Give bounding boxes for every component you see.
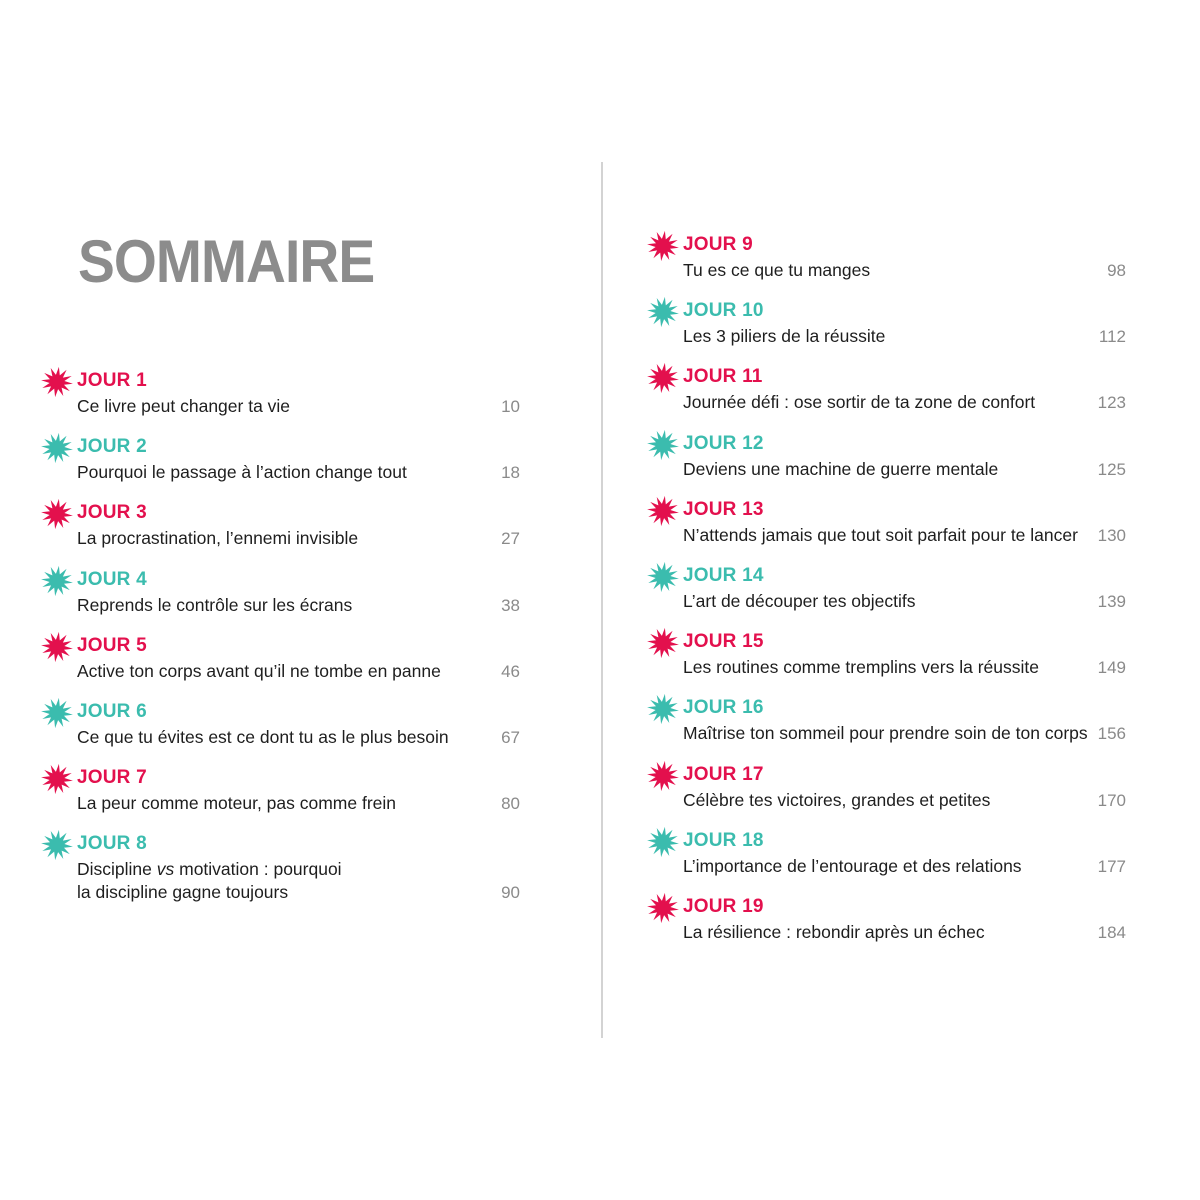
chapter-title-line: Les routines comme tremplins vers la réussite bbox=[683, 657, 1039, 678]
toc-column-right bbox=[646, 230, 1126, 958]
page-number: 10 bbox=[501, 397, 520, 416]
page-number: 177 bbox=[1097, 856, 1126, 876]
chapter-title bbox=[683, 325, 1083, 348]
chapter-title-line: Maîtrise ton sommeil pour prendre soin de ton corps bbox=[683, 723, 1088, 744]
chapter-title bbox=[77, 858, 477, 904]
star-burst-icon bbox=[646, 561, 680, 593]
star-burst-icon bbox=[40, 366, 74, 398]
star-burst-icon bbox=[646, 760, 680, 792]
day-label: JOUR 3 bbox=[77, 502, 147, 524]
toc-entry bbox=[646, 495, 1126, 561]
day-label: JOUR 4 bbox=[77, 568, 147, 590]
chapter-title-line: Journée défi : ose sortir de ta zone de confort bbox=[683, 392, 1036, 413]
toc-entry bbox=[646, 561, 1126, 627]
chapter-title bbox=[77, 594, 477, 617]
day-label: JOUR 5 bbox=[77, 634, 147, 656]
chapter-title-run: motivation : pourquoi bbox=[174, 859, 342, 880]
star-burst-icon bbox=[40, 498, 74, 530]
chapter-title bbox=[683, 524, 1083, 547]
chapter-title bbox=[683, 259, 1083, 282]
day-label: JOUR 10 bbox=[683, 300, 764, 322]
chapter-title bbox=[77, 527, 477, 550]
page-number: 123 bbox=[1097, 393, 1126, 413]
star-burst-icon bbox=[40, 631, 74, 663]
chapter-title bbox=[683, 722, 1088, 745]
page-number: 170 bbox=[1097, 790, 1126, 810]
toc-entry bbox=[646, 826, 1126, 892]
star-burst-icon bbox=[40, 829, 74, 861]
chapter-title bbox=[683, 458, 1083, 481]
star-burst-icon bbox=[646, 495, 680, 527]
page-number: 139 bbox=[1097, 591, 1126, 611]
chapter-title-line: la discipline gagne toujours bbox=[77, 882, 289, 903]
toc-entry bbox=[646, 362, 1126, 428]
toc-entry bbox=[40, 498, 520, 564]
chapter-title-emphasis: vs bbox=[156, 859, 175, 880]
page-divider bbox=[601, 162, 603, 1038]
toc-entry bbox=[646, 892, 1126, 958]
chapter-title-line: La résilience : rebondir après un échec bbox=[683, 921, 985, 942]
day-label: JOUR 1 bbox=[77, 370, 147, 391]
page-number: 90 bbox=[501, 883, 520, 903]
chapter-title bbox=[683, 656, 1083, 679]
chapter-title bbox=[77, 660, 477, 683]
day-label: JOUR 11 bbox=[683, 366, 763, 388]
star-burst-icon bbox=[40, 763, 74, 795]
page-number: 38 bbox=[501, 595, 520, 615]
chapter-title-run: Discipline bbox=[77, 859, 157, 880]
chapter-title bbox=[683, 789, 1083, 812]
star-burst-icon bbox=[646, 296, 680, 328]
chapter-title-line: Ce que tu évites est ce dont tu as le plus besoin bbox=[77, 726, 449, 747]
day-label: JOUR 19 bbox=[683, 895, 764, 917]
chapter-title-line: L’importance de l’entourage et des relations bbox=[683, 855, 1022, 876]
chapter-title bbox=[77, 395, 477, 418]
toc-entry bbox=[646, 230, 1126, 296]
toc-entry bbox=[646, 429, 1126, 495]
toc-entry bbox=[40, 366, 520, 432]
toc-entry bbox=[646, 693, 1126, 759]
day-label: JOUR 2 bbox=[77, 436, 147, 458]
day-label: JOUR 16 bbox=[683, 697, 764, 719]
chapter-title bbox=[77, 792, 477, 815]
toc-entry bbox=[40, 697, 520, 763]
toc-entry bbox=[40, 763, 520, 829]
day-label: JOUR 15 bbox=[683, 631, 764, 653]
chapter-title-line: Deviens une machine de guerre mentale bbox=[683, 458, 999, 479]
star-burst-icon bbox=[646, 627, 680, 659]
chapter-title bbox=[683, 590, 1083, 613]
toc-entry bbox=[40, 829, 520, 919]
toc-entry bbox=[646, 296, 1126, 362]
toc-entry bbox=[40, 565, 520, 631]
star-burst-icon bbox=[40, 565, 74, 597]
chapter-title bbox=[77, 726, 477, 749]
day-label: JOUR 12 bbox=[683, 432, 764, 454]
chapter-title-line: Reprends le contrôle sur les écrans bbox=[77, 594, 353, 615]
page-number: 80 bbox=[501, 794, 520, 814]
chapter-title-line bbox=[77, 858, 477, 881]
chapter-title-line: La peur comme moteur, pas comme frein bbox=[77, 793, 397, 814]
day-label: JOUR 14 bbox=[683, 564, 764, 586]
chapter-title-line: L’art de découper tes objectifs bbox=[683, 590, 916, 611]
chapter-title-line: Tu es ce que tu manges bbox=[683, 260, 871, 280]
toc-entry bbox=[40, 631, 520, 697]
chapter-title bbox=[77, 461, 477, 484]
day-label: JOUR 13 bbox=[683, 498, 764, 520]
chapter-title-line: Ce livre peut changer ta vie bbox=[77, 396, 291, 416]
toc-entry bbox=[40, 432, 520, 498]
star-burst-icon bbox=[646, 362, 680, 394]
page-number: 130 bbox=[1097, 525, 1126, 545]
page-number: 156 bbox=[1097, 724, 1126, 744]
day-label: JOUR 18 bbox=[683, 829, 764, 851]
star-burst-icon bbox=[646, 230, 680, 262]
chapter-title-line: N’attends jamais que tout soit parfait pour te lancer bbox=[683, 524, 1078, 545]
star-burst-icon bbox=[646, 826, 680, 858]
page-title: SOMMAIRE bbox=[78, 228, 375, 295]
chapter-title-line: Active ton corps avant qu’il ne tombe en panne bbox=[77, 660, 441, 681]
star-burst-icon bbox=[646, 892, 680, 924]
chapter-title bbox=[683, 921, 1083, 944]
page-number: 67 bbox=[501, 727, 520, 747]
day-label: JOUR 7 bbox=[77, 767, 147, 789]
day-label: JOUR 9 bbox=[683, 234, 753, 255]
page-number: 112 bbox=[1098, 327, 1126, 347]
page-number: 98 bbox=[1107, 261, 1126, 280]
day-label: JOUR 17 bbox=[683, 763, 764, 785]
page-number: 18 bbox=[501, 463, 520, 483]
chapter-title-line: La procrastination, l’ennemi invisible bbox=[77, 528, 359, 549]
star-burst-icon bbox=[646, 693, 680, 725]
chapter-title bbox=[683, 855, 1083, 878]
page-number: 46 bbox=[501, 661, 520, 681]
star-burst-icon bbox=[646, 429, 680, 461]
day-label: JOUR 8 bbox=[77, 833, 147, 855]
page-number: 149 bbox=[1097, 658, 1126, 678]
chapter-title-line: Pourquoi le passage à l’action change tout bbox=[77, 462, 407, 483]
day-label: JOUR 6 bbox=[77, 700, 147, 722]
toc-entry bbox=[646, 760, 1126, 826]
chapter-title-line: Célèbre tes victoires, grandes et petites bbox=[683, 789, 991, 810]
page-number: 125 bbox=[1097, 459, 1126, 479]
chapter-title bbox=[683, 391, 1083, 414]
toc-entry bbox=[646, 627, 1126, 693]
toc-column-left bbox=[40, 366, 520, 919]
page-number: 27 bbox=[501, 529, 520, 549]
chapter-title-line: Les 3 piliers de la réussite bbox=[683, 326, 886, 347]
page-number: 184 bbox=[1097, 922, 1126, 942]
star-burst-icon bbox=[40, 697, 74, 729]
star-burst-icon bbox=[40, 432, 74, 464]
